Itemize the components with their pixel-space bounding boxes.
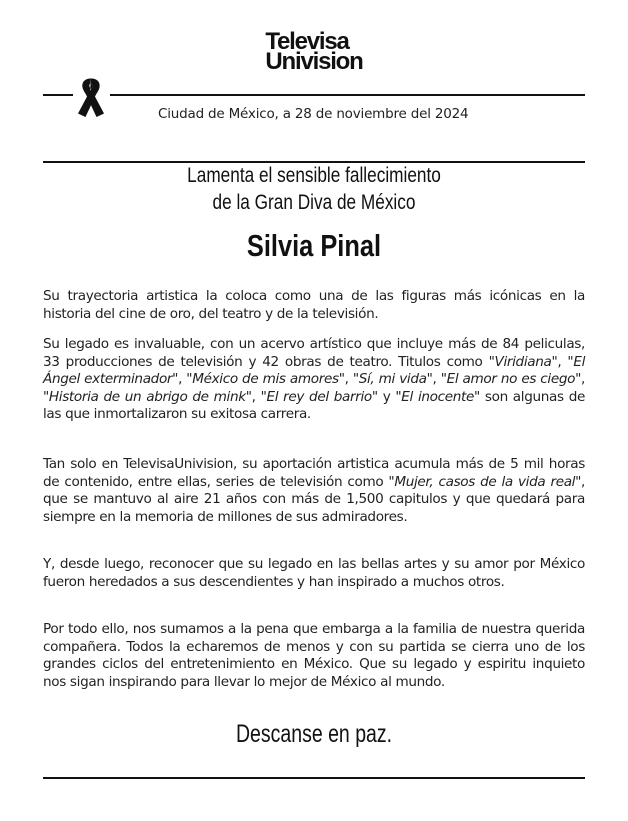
- headline: [57, 162, 572, 216]
- film-title: "El Ángel exterminador": [43, 353, 585, 387]
- paragraph-1-text: Su trayectoria artistica la coloca como una de las figuras más icónicas en la historia del cine de oro, del teatro y de la televisión.: [43, 288, 585, 322]
- film-title: "Sí, mi vida": [352, 371, 433, 387]
- paragraph-1: [43, 288, 585, 323]
- closing-line: Descanse en paz.: [235, 720, 393, 748]
- divider-footer: [43, 777, 585, 779]
- film-title: "Viridiana": [488, 353, 558, 370]
- text: ,: [344, 371, 353, 387]
- paragraph-3-text: [43, 456, 585, 526]
- text: Tan solo en TelevisaUnivision, su aportación artistica acumula más de 5 mil horas de contenido, entre ellas, series de televisión como: [43, 456, 585, 490]
- paragraph-4: [43, 556, 585, 591]
- paragraph-4-text: Y, desde luego, reconocer que su legado en las bellas artes y su amor por México fueron heredados a sus descendientes y han inspirado a muchos otros.: [43, 556, 585, 590]
- paragraph-2-text: [43, 336, 585, 424]
- text: son algunas de las que inmortalizaron su exitosa carrera.: [43, 388, 585, 422]
- paragraph-5-text: Por todo ello, nos sumamos a la pena que embarga a la familia de nuestra querida compañera. Todos la echaremos de menos y con su partida se cierra uno de los grandes ciclos del entretenimiento en México. Que su legado y espiritu inquieto nos sigan inspirando para llevar lo mejor de México al mundo.: [43, 621, 585, 690]
- film-title: "México de mis amores": [186, 371, 345, 387]
- paragraph-3: [43, 456, 585, 526]
- text: ,: [557, 353, 568, 370]
- paragraph-2: [43, 336, 585, 424]
- text: ,: [178, 371, 187, 387]
- film-title: "El inocente": [395, 388, 480, 405]
- text: , que se mantuvo al aire 21 años con más de 1,500 capitulos y que quedará para siempre en la memoria de millones de sus admiradores.: [43, 473, 586, 525]
- logo-line-2: Univision: [265, 48, 363, 75]
- text: ,: [581, 371, 586, 387]
- paragraph-5: [43, 621, 585, 691]
- film-title: "El rey del barrio": [260, 388, 378, 405]
- mourning-ribbon-icon: [74, 77, 108, 121]
- logo-line-1: Televisa: [265, 28, 349, 55]
- film-title: "Historia de un abrigo de mink": [43, 388, 252, 405]
- date-line: Ciudad de México, a 28 de noviembre del 2024: [158, 106, 469, 122]
- film-title: "El amor no es ciego": [440, 371, 582, 387]
- text: y: [377, 388, 396, 405]
- headline-line-1: Lamenta el sensible fallecimiento: [187, 164, 441, 187]
- honoree-name: Silvia Pinal: [246, 228, 382, 263]
- divider-top-right: [110, 94, 585, 96]
- text: ,: [432, 371, 441, 387]
- text: Su legado es invaluable, con un acervo artístico que incluye más de 84 peliculas, 33 producciones de televisión y 42 obras de teatro. Titulos como: [43, 336, 585, 370]
- headline-line-2: de la Gran Diva de México: [212, 191, 416, 214]
- divider-top-left: [43, 94, 73, 96]
- series-title: "Mujer, casos de la vida real": [388, 473, 582, 490]
- text: ,: [251, 388, 261, 405]
- televisa-univision-logo: [0, 28, 628, 75]
